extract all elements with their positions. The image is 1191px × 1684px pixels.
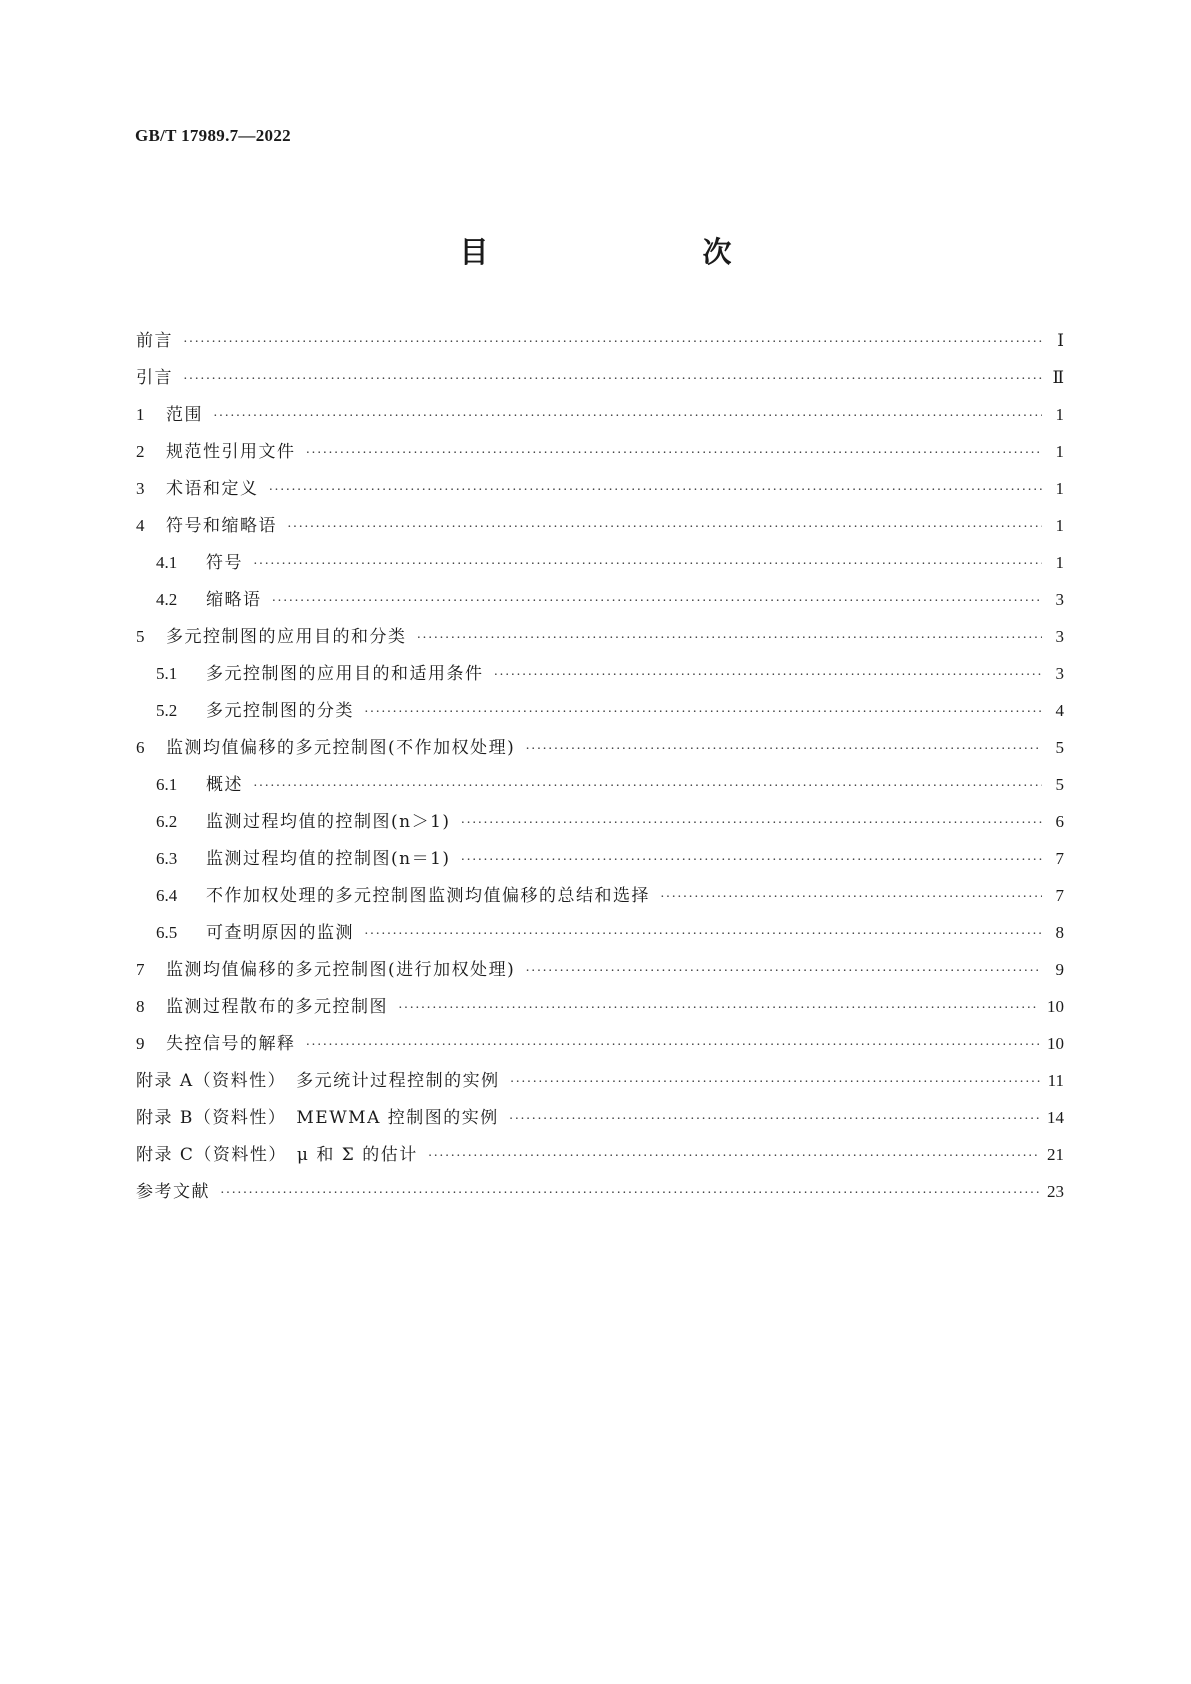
standard-code: GB/T 17989.7—2022	[135, 126, 291, 145]
toc-entry-text: 符号和缩略语	[166, 516, 277, 536]
toc-entry-text: 引言	[136, 368, 173, 388]
toc-entry-text: 规范性引用文件	[166, 442, 296, 462]
toc-entry-4[interactable]	[136, 511, 1064, 548]
toc-entry-5-2[interactable]	[136, 696, 1064, 733]
toc-entry-bibliography[interactable]	[136, 1177, 1064, 1214]
toc-section-number: 6	[136, 738, 145, 757]
toc-entry-annex-a[interactable]	[136, 1066, 1064, 1103]
toc-entry-text: 术语和定义	[166, 479, 259, 499]
toc-section-number: 6.4	[156, 886, 178, 905]
toc-page-number: 23	[1047, 1182, 1064, 1201]
toc-entry-text: 多元控制图的应用目的和适用条件	[206, 664, 484, 684]
toc-section-number: 6.5	[156, 923, 178, 942]
toc-leader-dots	[364, 927, 1042, 943]
toc-entry-text: 监测均值偏移的多元控制图(进行加权处理)	[166, 960, 516, 980]
toc-leader-dots	[525, 964, 1042, 980]
toc-leader-dots	[428, 1149, 1039, 1165]
toc-page-number: 4	[1055, 701, 1064, 720]
toc-page-number: 1	[1055, 442, 1064, 461]
toc-entry-text: 监测过程均值的控制图(n＞1)	[206, 812, 451, 832]
toc-entry-text: 不作加权处理的多元控制图监测均值偏移的总结和选择	[206, 886, 650, 906]
toc-section-number: 7	[136, 960, 145, 979]
toc-entry-text: 参考文献	[136, 1182, 210, 1202]
toc-leader-dots	[461, 853, 1042, 869]
toc-leader-dots	[494, 668, 1043, 684]
toc-section-number: 5	[136, 627, 145, 646]
toc-section-number: 2	[136, 442, 145, 461]
toc-page-number: 21	[1047, 1145, 1064, 1164]
toc-leader-dots	[510, 1075, 1040, 1091]
toc-entry-8[interactable]	[136, 992, 1064, 1029]
toc-entry-6[interactable]	[136, 733, 1064, 770]
toc-leader-dots	[287, 520, 1042, 536]
toc-page-number: 8	[1055, 923, 1064, 942]
toc-entry-3[interactable]	[136, 474, 1064, 511]
toc-leader-dots	[461, 816, 1042, 832]
toc-page-number: 3	[1055, 664, 1064, 683]
table-of-contents	[136, 326, 1064, 1214]
toc-entry-text: 附录 C（资料性） μ 和 Σ 的估计	[136, 1145, 418, 1165]
toc-section-number: 6.3	[156, 849, 178, 868]
toc-entry-6-3[interactable]	[136, 844, 1064, 881]
toc-leader-dots	[306, 1038, 1040, 1054]
toc-entry-4-1[interactable]	[136, 548, 1064, 585]
toc-entry-text: 附录 A（资料性） 多元统计过程控制的实例	[136, 1071, 500, 1091]
toc-leader-dots	[660, 890, 1042, 906]
toc-entry-6-2[interactable]	[136, 807, 1064, 844]
toc-page-number: 10	[1047, 997, 1064, 1016]
toc-section-number: 5.1	[156, 664, 178, 683]
toc-entry-5-1[interactable]	[136, 659, 1064, 696]
toc-section-number: 8	[136, 997, 145, 1016]
toc-entry-text: 多元控制图的应用目的和分类	[166, 627, 407, 647]
toc-section-number: 6.1	[156, 775, 178, 794]
toc-leader-dots	[364, 705, 1042, 721]
toc-page-number: Ⅰ	[1057, 331, 1064, 350]
toc-entry-text: 失控信号的解释	[166, 1034, 296, 1054]
toc-page-number: 5	[1055, 738, 1064, 757]
toc-leader-dots	[525, 742, 1042, 758]
toc-page-number: 7	[1055, 849, 1064, 868]
toc-entry-text: 概述	[206, 775, 243, 795]
toc-entry-foreword[interactable]	[136, 326, 1064, 363]
toc-entry-1[interactable]	[136, 400, 1064, 437]
toc-entry-text: 缩略语	[206, 590, 262, 610]
toc-page-number: 1	[1055, 516, 1064, 535]
toc-page-number: 3	[1055, 627, 1064, 646]
toc-entry-4-2[interactable]	[136, 585, 1064, 622]
toc-entry-9[interactable]	[136, 1029, 1064, 1066]
toc-entry-2[interactable]	[136, 437, 1064, 474]
toc-leader-dots	[306, 446, 1043, 462]
toc-entry-text: 符号	[206, 553, 243, 573]
toc-entry-annex-b[interactable]	[136, 1103, 1064, 1140]
toc-entry-introduction[interactable]	[136, 363, 1064, 400]
toc-entry-text: 范围	[166, 405, 203, 425]
toc-leader-dots	[183, 372, 1042, 388]
toc-entry-text: 附录 B（资料性） MEWMA 控制图的实例	[136, 1108, 499, 1128]
toc-section-number: 4.2	[156, 590, 178, 609]
toc-leader-dots	[253, 557, 1042, 573]
toc-leader-dots	[272, 594, 1043, 610]
toc-leader-dots	[213, 409, 1042, 425]
toc-entry-7[interactable]	[136, 955, 1064, 992]
toc-entry-annex-c[interactable]	[136, 1140, 1064, 1177]
toc-page-number: 7	[1055, 886, 1064, 905]
toc-entry-text: 监测均值偏移的多元控制图(不作加权处理)	[166, 738, 516, 758]
toc-entry-6-5[interactable]	[136, 918, 1064, 955]
toc-entry-6-1[interactable]	[136, 770, 1064, 807]
toc-page-number: 6	[1055, 812, 1064, 831]
toc-entry-text: 多元控制图的分类	[206, 701, 354, 721]
toc-section-number: 1	[136, 405, 145, 424]
toc-leader-dots	[509, 1112, 1039, 1128]
toc-page-number: Ⅱ	[1052, 368, 1064, 387]
toc-section-number: 5.2	[156, 701, 178, 720]
toc-entry-5[interactable]	[136, 622, 1064, 659]
toc-page-number: 1	[1055, 479, 1064, 498]
toc-leader-dots	[417, 631, 1043, 647]
toc-leader-dots	[398, 1001, 1039, 1017]
toc-leader-dots	[220, 1186, 1039, 1202]
toc-section-number: 4.1	[156, 553, 178, 572]
toc-section-number: 4	[136, 516, 145, 535]
toc-section-number: 3	[136, 479, 145, 498]
toc-page-number: 10	[1047, 1034, 1064, 1053]
toc-section-number: 9	[136, 1034, 145, 1053]
toc-entry-text: 可查明原因的监测	[206, 923, 354, 943]
toc-leader-dots	[269, 483, 1043, 499]
toc-leader-dots	[253, 779, 1042, 795]
toc-page-number: 3	[1055, 590, 1064, 609]
toc-entry-text: 监测过程均值的控制图(n＝1)	[206, 849, 451, 869]
toc-entry-6-4[interactable]	[136, 881, 1064, 918]
toc-leader-dots	[183, 335, 1042, 351]
toc-page-number: 1	[1055, 405, 1064, 424]
toc-entry-text: 监测过程散布的多元控制图	[166, 997, 388, 1017]
page-title: 目 次	[459, 235, 784, 269]
toc-page-number: 5	[1055, 775, 1064, 794]
toc-page-number: 14	[1047, 1108, 1064, 1127]
toc-page-number: 9	[1055, 960, 1064, 979]
toc-section-number: 6.2	[156, 812, 178, 831]
toc-page-number: 11	[1047, 1071, 1064, 1090]
toc-entry-text: 前言	[136, 331, 173, 351]
toc-page-number: 1	[1055, 553, 1064, 572]
